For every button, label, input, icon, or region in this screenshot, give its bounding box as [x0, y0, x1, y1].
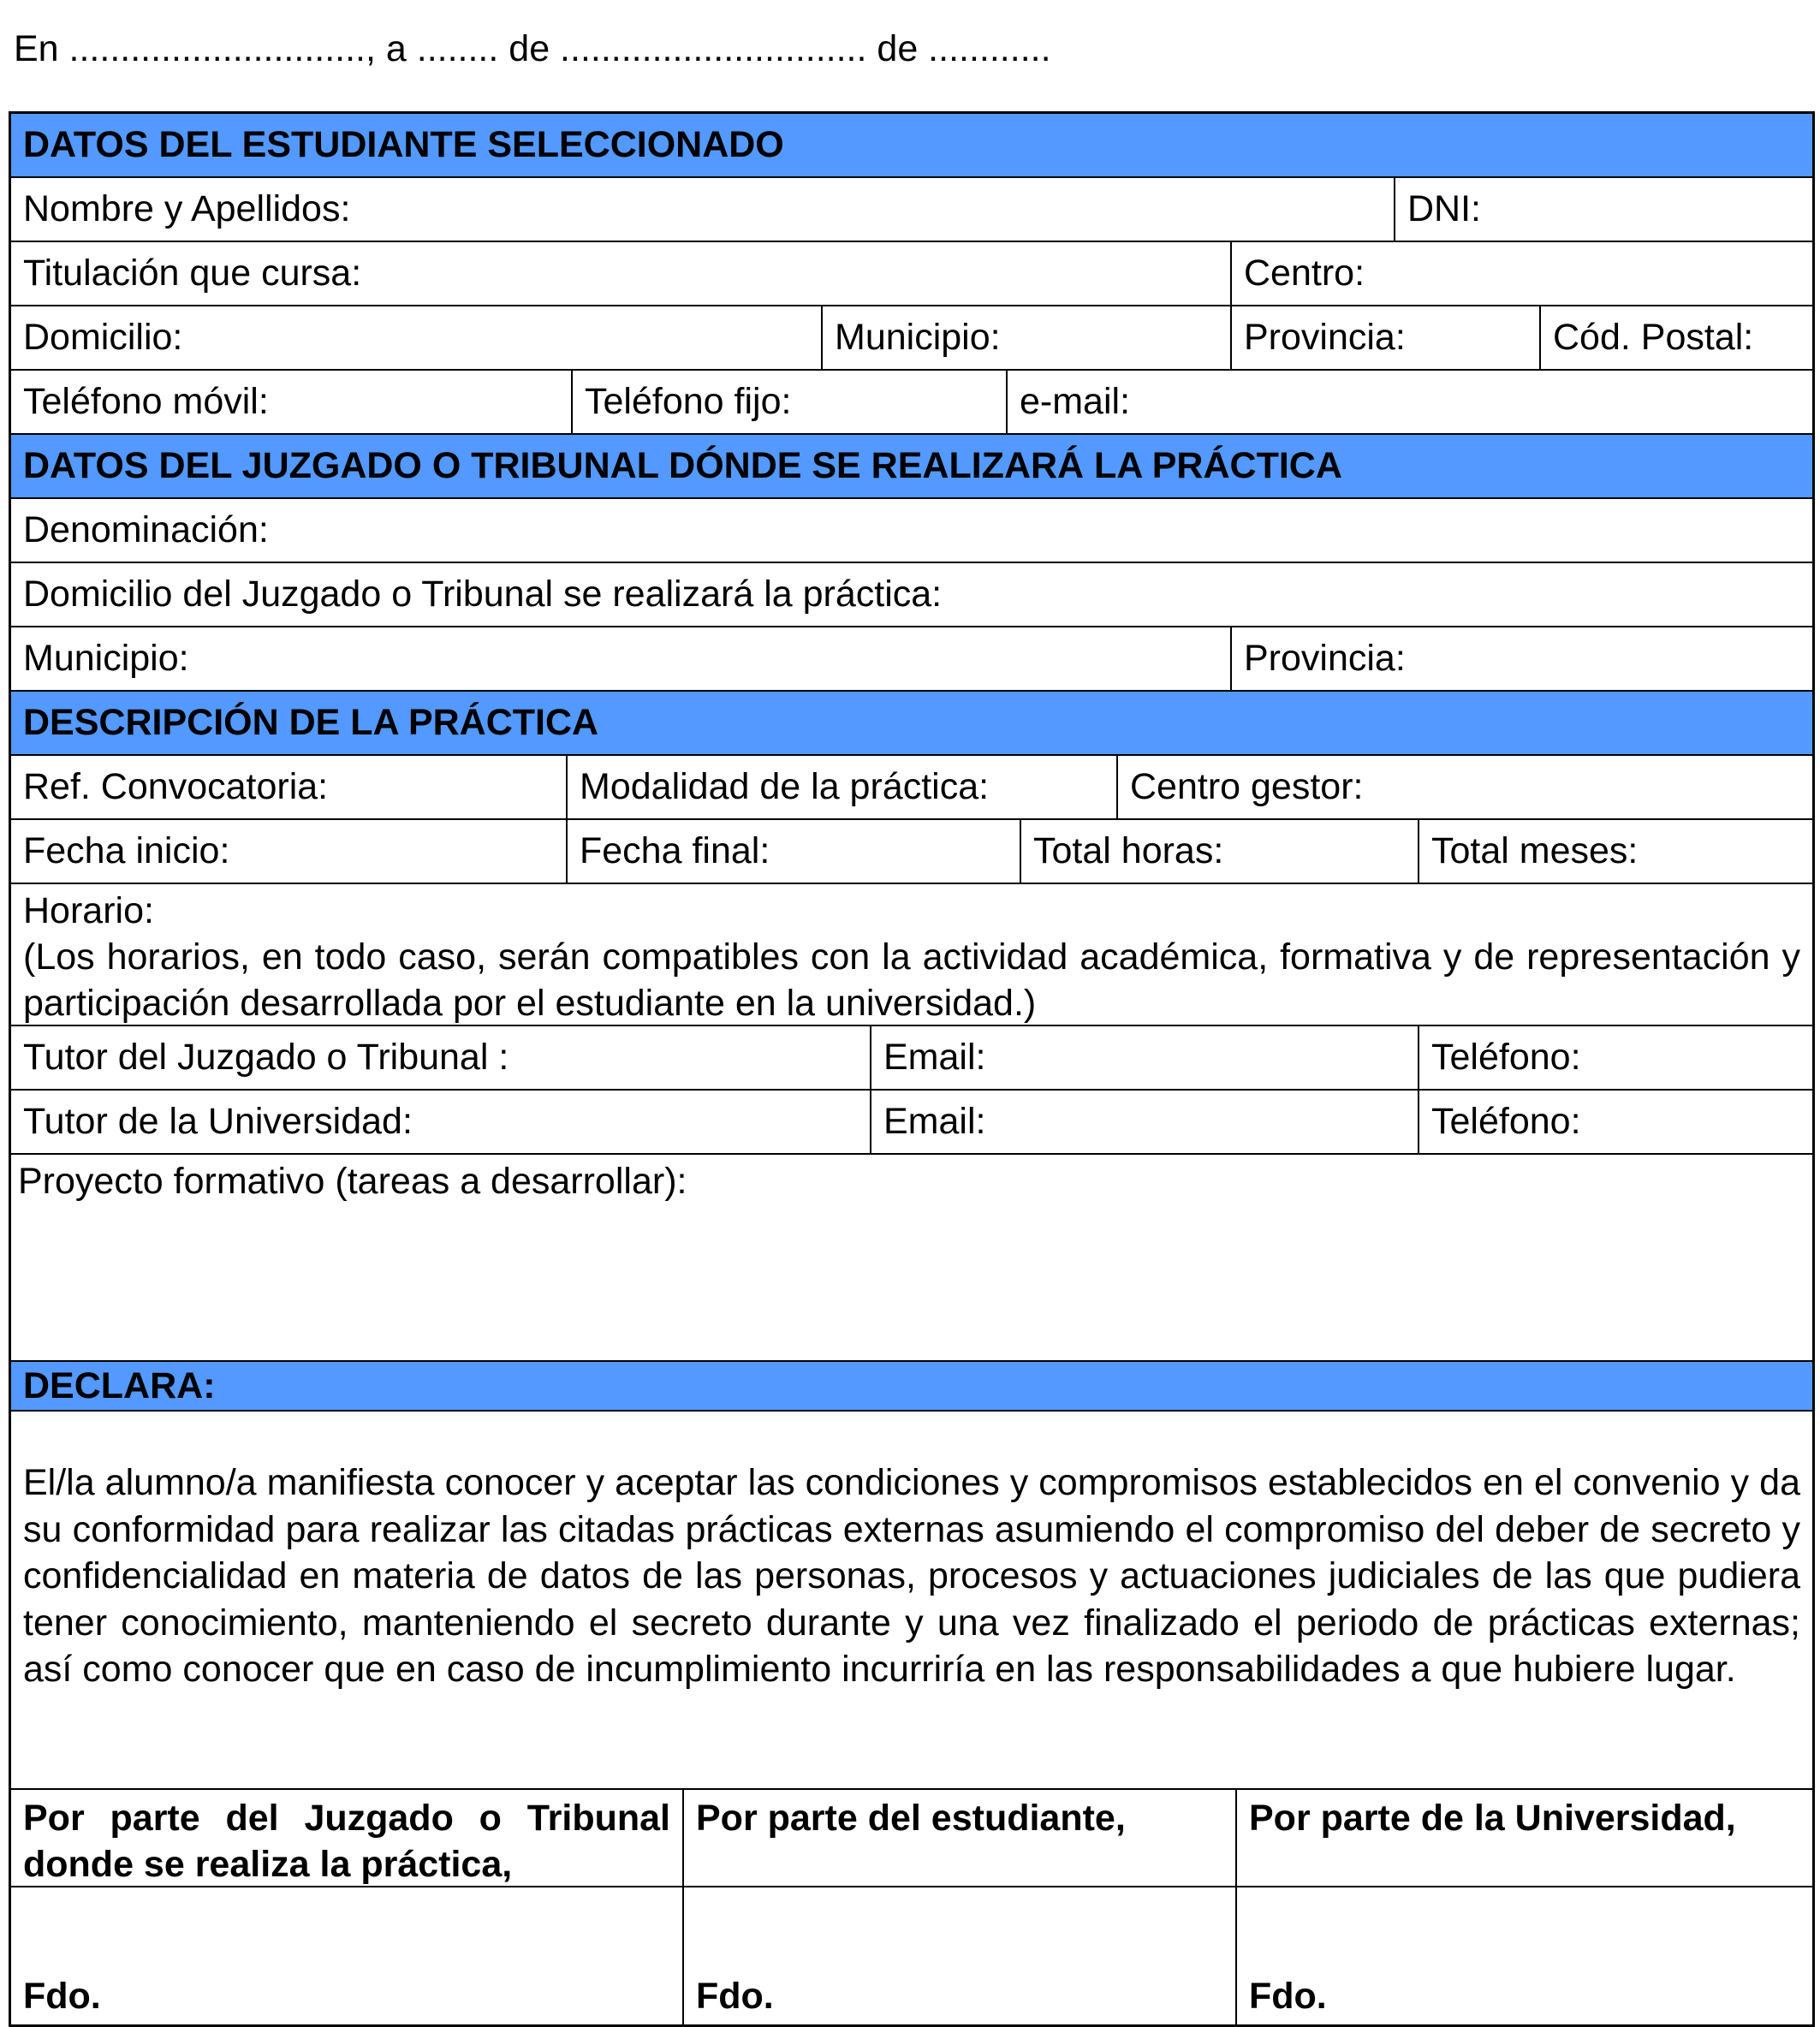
court-province-field[interactable]: Provincia:	[1244, 638, 1406, 679]
signature-student-label: Por parte del estudiante,	[684, 1790, 1237, 1886]
student-address-field[interactable]: Domicilio:	[11, 306, 823, 369]
practice-start-date-field[interactable]: Fecha inicio:	[11, 820, 568, 883]
court-row-address	[11, 563, 1812, 627]
declaration-body-row	[11, 1412, 1812, 1790]
student-dni-field[interactable]: DNI:	[1407, 188, 1481, 229]
practice-row-ref	[11, 756, 1812, 820]
practice-row-schedule	[11, 884, 1812, 1026]
signature-university-label: Por parte de la Universidad,	[1249, 1798, 1736, 1839]
signature-header-row	[11, 1790, 1812, 1887]
court-address-field[interactable]: Domicilio del Juzgado o Tribunal se realizará la práctica:	[23, 574, 943, 615]
student-landline-field[interactable]: Teléfono fijo:	[573, 371, 1008, 433]
student-row-degree	[11, 242, 1812, 306]
declaration-header-row	[11, 1362, 1812, 1412]
signature-court-label: Por parte del Juzgado o Tribunal donde se realiza la práctica,	[11, 1790, 684, 1886]
student-name-field[interactable]: Nombre y Apellidos:	[11, 178, 1395, 241]
student-section-header-row	[11, 114, 1812, 178]
schedule-note: (Los horarios, en todo caso, serán compatibles con la actividad académica, formativa y de representación y participación desarrollada por el estudiante en la universidad.)	[23, 936, 1800, 1024]
signature-student-field[interactable]: Fdo.	[684, 1887, 1237, 2024]
practice-managing-center-field[interactable]: Centro gestor:	[1130, 766, 1364, 807]
practice-modality-field[interactable]: Modalidad de la práctica:	[568, 756, 1118, 818]
student-postal-code-field[interactable]: Cód. Postal:	[1553, 317, 1754, 358]
practice-row-dates	[11, 820, 1812, 884]
student-row-name	[11, 178, 1812, 242]
student-degree-field[interactable]: Titulación que cursa:	[11, 242, 1232, 305]
student-municipality-field[interactable]: Municipio:	[823, 306, 1232, 369]
court-tutor-field[interactable]: Tutor del Juzgado o Tribunal :	[11, 1026, 871, 1089]
court-tutor-phone-field[interactable]: Teléfono:	[1431, 1037, 1581, 1078]
practice-row-project	[11, 1155, 1812, 1362]
signature-court-field[interactable]: Fdo.	[11, 1887, 684, 2024]
student-email-field[interactable]: e-mail:	[1020, 381, 1131, 422]
court-row-location	[11, 627, 1812, 692]
section-header-declaration: DECLARA:	[11, 1362, 1812, 1410]
practice-total-hours-field[interactable]: Total horas:	[1021, 820, 1419, 883]
schedule-label: Horario:	[23, 890, 154, 931]
practice-section-header-row	[11, 692, 1812, 756]
student-province-field[interactable]: Provincia:	[1232, 306, 1541, 369]
court-section-header-row	[11, 435, 1812, 499]
uni-tutor-email-field[interactable]: Email:	[871, 1091, 1419, 1153]
uni-tutor-phone-field[interactable]: Teléfono:	[1431, 1101, 1581, 1142]
practice-row-court-tutor	[11, 1026, 1812, 1091]
student-mobile-field[interactable]: Teléfono móvil:	[11, 371, 573, 433]
student-center-field[interactable]: Centro:	[1244, 253, 1365, 294]
practice-form	[9, 111, 1815, 2027]
practice-total-months-field[interactable]: Total meses:	[1431, 830, 1639, 871]
court-municipality-field[interactable]: Municipio:	[11, 627, 1232, 690]
section-header-student: DATOS DEL ESTUDIANTE SELECCIONADO	[11, 114, 1812, 176]
declaration-text: El/la alumno/a manifiesta conocer y aceptar las condiciones y compromisos establecidos en el convenio y da su conformidad para realizar las citadas prácticas externas asumiendo el compromiso del deber de secreto y confidencialidad en materia de datos de las personas, procesos y actuaciones judiciales de las que pudiera tener conocimiento, manteniendo el secreto durante y una vez finalizado el periodo de prácticas externas; así como conocer que en caso de incumplimiento incurriría en las responsabilidades a que hubiere lugar.	[23, 1462, 1800, 1690]
section-header-court: DATOS DEL JUZGADO O TRIBUNAL DÓNDE SE REALIZARÁ LA PRÁCTICA	[11, 435, 1812, 497]
uni-tutor-field[interactable]: Tutor de la Universidad:	[11, 1091, 871, 1153]
signature-university-field[interactable]: Fdo.	[1249, 1976, 1327, 2017]
section-header-practice: DESCRIPCIÓN DE LA PRÁCTICA	[11, 692, 1812, 754]
practice-end-date-field[interactable]: Fecha final:	[568, 820, 1021, 883]
place-date-line: En ............................., a ........ de .............................. de ............	[14, 28, 1051, 69]
court-row-name	[11, 499, 1812, 563]
signature-body-row	[11, 1887, 1812, 2024]
court-name-field[interactable]: Denominación:	[23, 509, 269, 550]
practice-schedule-field[interactable]	[11, 884, 1812, 1025]
practice-ref-field[interactable]: Ref. Convocatoria:	[11, 756, 568, 818]
student-row-address	[11, 306, 1812, 371]
practice-row-uni-tutor	[11, 1091, 1812, 1155]
court-tutor-email-field[interactable]: Email:	[871, 1026, 1419, 1089]
training-project-field[interactable]: Proyecto formativo (tareas a desarrollar):	[18, 1161, 687, 1202]
student-row-contact	[11, 371, 1812, 435]
